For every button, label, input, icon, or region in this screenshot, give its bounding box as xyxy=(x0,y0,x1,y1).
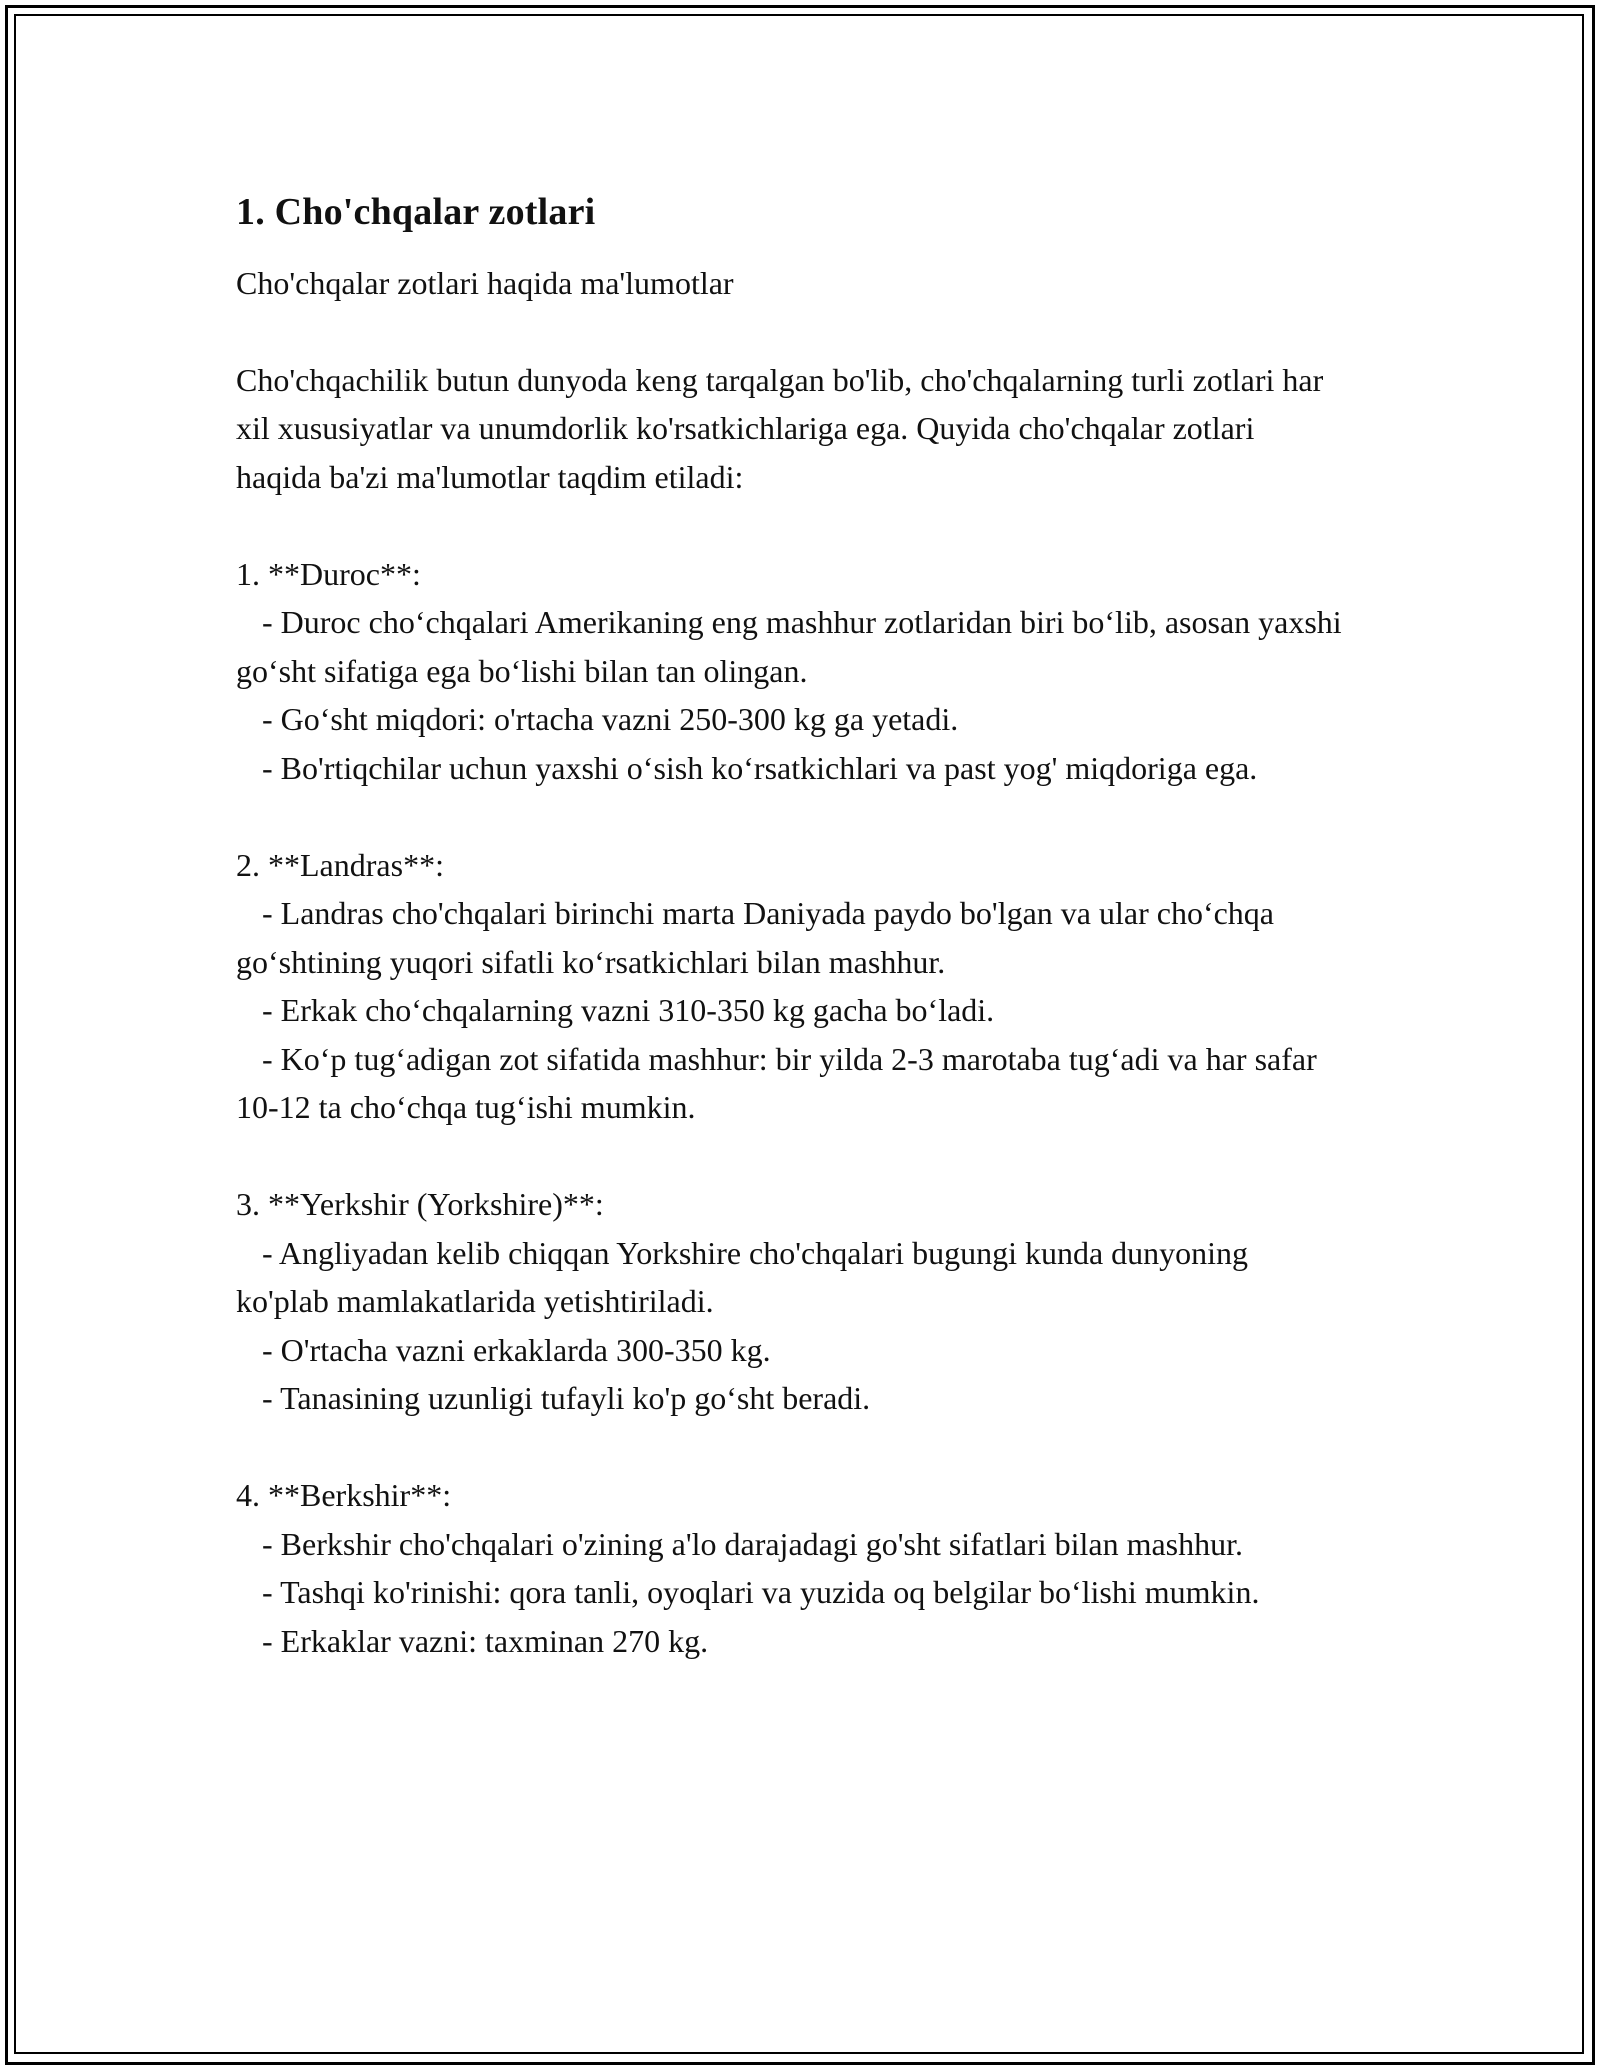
breed-bullet: - Erkak cho‘chqalarning vazni 310-350 kg gacha bo‘ladi. xyxy=(262,992,995,1028)
document-body xyxy=(236,188,1350,1665)
spacer xyxy=(236,307,1346,356)
breed-bullet: - Tanasining uzunligi tufayli ko'p go‘sht beradi. xyxy=(262,1380,871,1416)
document-subtitle: Cho'chqalar zotlari haqida ma'lumotlar xyxy=(236,265,734,301)
breed-section-duroc xyxy=(236,550,1350,793)
breed-bullet: - Duroc cho‘chqalari Amerikaning eng mashhur zotlaridan biri bo‘lib, asosan yaxshi go‘sht sifatiga ega bo‘lishi bilan tan olingan. xyxy=(236,604,1350,689)
breed-bullet: - Berkshir cho'chqalari o'zining a'lo darajadagi go'sht sifatlari bilan mashhur. xyxy=(262,1525,1243,1562)
breed-bullet: - Tashqi ko'rinishi: qora tanli, oyoqlari va yuzida oq belgilar bo‘lishi mumkin. xyxy=(262,1574,1260,1610)
breed-bullet: - Landras cho'chqalari birinchi marta Daniyada paydo bo'lgan va ular cho‘chqa go‘shtining yuqori sifatli ko‘rsatkichlari bilan mashhur. xyxy=(236,895,1282,980)
breed-bullet: - Go‘sht miqdori: o'rtacha vazni 250-300 kg ga yetadi. xyxy=(262,701,959,737)
breed-heading: 3. **Yerkshir (Yorkshire)**: xyxy=(236,1186,604,1222)
intro-paragraph: Cho'chqachilik butun dunyoda keng tarqalgan bo'lib, cho'chqalarning turli zotlari har xil xususiyatlar va unumdorlik ko'rsatkichlariga ega. Quyida cho'chqalar zotlari haqida ba'zi ma'lumotlar taqdim etiladi: xyxy=(236,361,1324,495)
breed-bullet: - O'rtacha vazni erkaklarda 300-350 kg. xyxy=(262,1331,771,1368)
spacer xyxy=(236,1423,1346,1472)
breed-section-landras xyxy=(236,841,1346,1132)
breed-heading: 4. **Berkshir**: xyxy=(236,1477,452,1513)
breed-bullet: - Erkaklar vazni: taxminan 270 kg. xyxy=(262,1622,709,1659)
breed-section-berkshire xyxy=(236,1471,1346,1665)
breed-section-yorkshire xyxy=(236,1180,1346,1423)
breed-bullet: - Ko‘p tug‘adigan zot sifatida mashhur: bir yilda 2-3 marotaba tug‘adi va har safar 10-12 ta cho‘chqa tug‘ishi mumkin. xyxy=(236,1040,1325,1125)
spacer xyxy=(236,792,1346,841)
document-title: 1. Cho'chqalar zotlari xyxy=(236,191,596,233)
spacer xyxy=(236,501,1346,550)
breed-heading: 2. **Landras**: xyxy=(236,846,444,883)
spacer xyxy=(236,1132,1346,1181)
breed-bullet: - Angliyadan kelib chiqqan Yorkshire cho'chqalari bugungi kunda dunyoning ko'plab mamlakatlarida yetishtiriladi. xyxy=(236,1234,1257,1319)
breed-bullet: - Bo'rtiqchilar uchun yaxshi o‘sish ko‘rsatkichlari va past yog' miqdoriga ega. xyxy=(262,749,1258,786)
breed-heading: 1. **Duroc**: xyxy=(236,555,421,592)
